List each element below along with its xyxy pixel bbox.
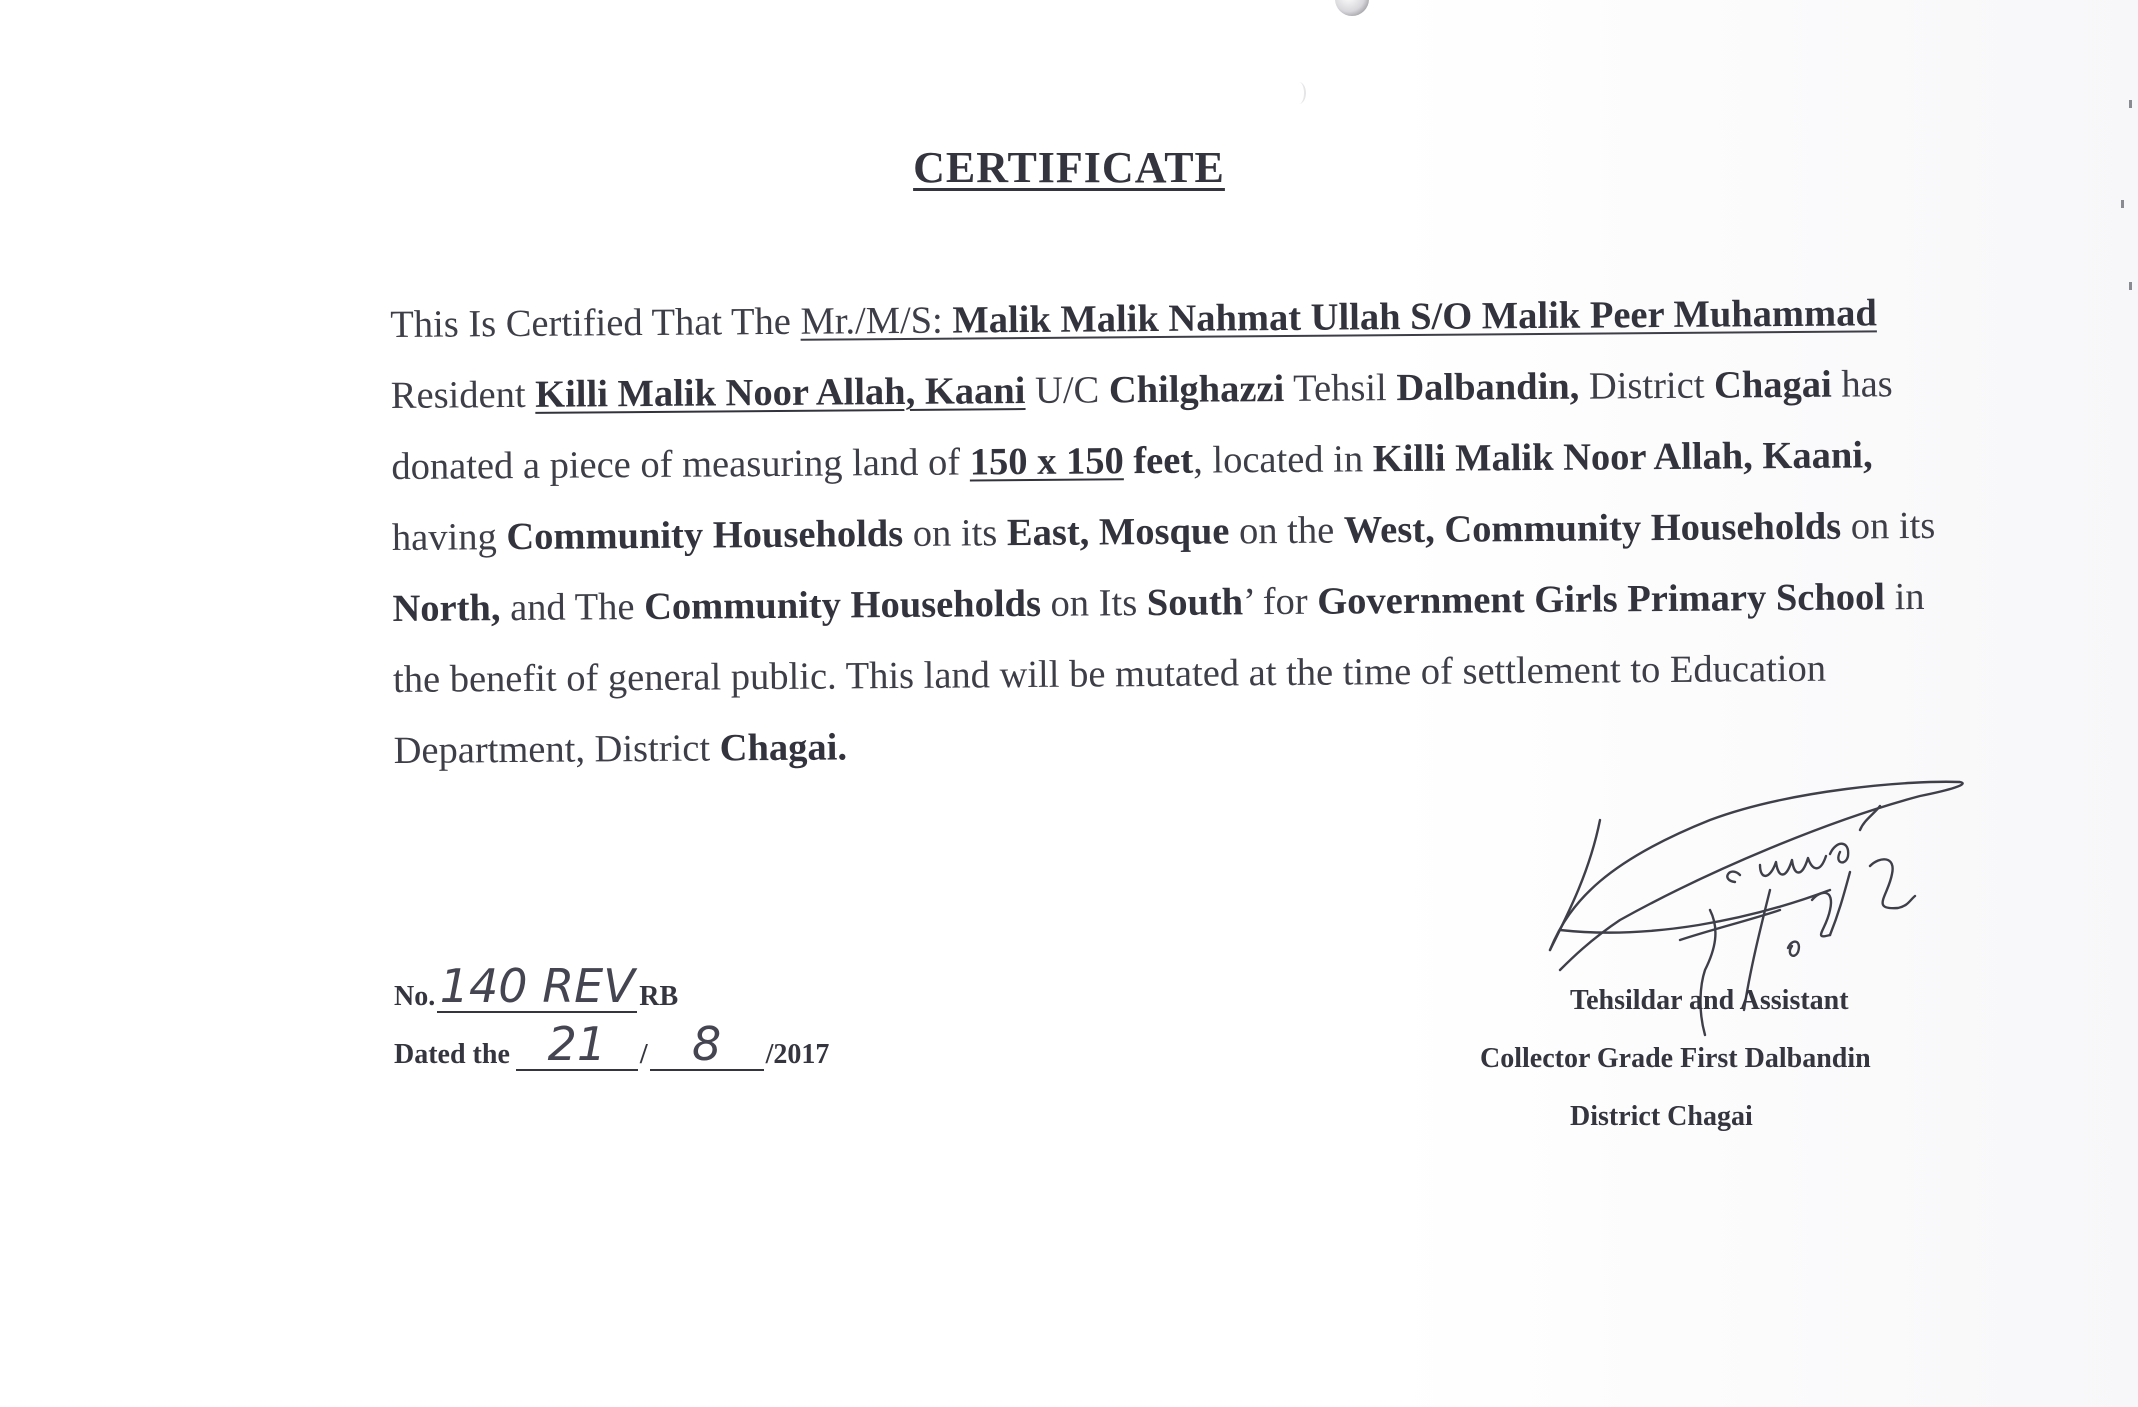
uc-label: U/C — [1025, 369, 1110, 413]
salutation: Mr./M/S: — [800, 299, 953, 343]
handwritten-number: 140 REV — [439, 959, 635, 1013]
tehsil-name: Dalbandin, — [1396, 365, 1580, 410]
east-boundary: East, Mosque — [1006, 510, 1230, 555]
intro-text: This Is Certified That The — [390, 300, 801, 346]
having-text: having — [391, 516, 507, 559]
south-neighbor: Community Households — [643, 582, 1042, 629]
number-suffix: RB — [639, 981, 679, 1012]
number-fill-line — [437, 959, 637, 1013]
reference-number-row — [394, 955, 829, 1013]
body-line-4 — [392, 490, 2013, 574]
year-text: /2017 — [765, 1039, 830, 1070]
resident-label: Resident — [390, 373, 536, 417]
uc-name: Chilghazzi — [1108, 367, 1285, 412]
on-its-text: on Its — [1040, 582, 1147, 625]
number-label: No. — [394, 981, 436, 1012]
east-neighbor: Community Households — [506, 512, 904, 559]
edge-speck — [2129, 100, 2132, 108]
dated-row — [394, 1013, 829, 1071]
body-line-1 — [390, 277, 2011, 361]
located-in-text: , located in — [1193, 438, 1373, 482]
tehsil-label: Tehsil — [1284, 367, 1397, 410]
date-separator: / — [639, 1039, 648, 1070]
on-its-text: on its — [1841, 504, 1936, 548]
district-label: District — [1579, 364, 1715, 408]
certificate-body — [390, 277, 2014, 787]
signatory-grade: Collector Grade First Dalbandin — [1480, 1043, 1871, 1074]
title-text: CERTIFICATE — [913, 143, 1225, 192]
body-line-2 — [391, 348, 2012, 432]
has-text: has — [1831, 363, 1893, 406]
land-location: Killi Malik Noor Allah, Kaani, — [1372, 434, 1873, 481]
district-name: Chagai — [1713, 363, 1832, 407]
north-boundary: North, — [392, 587, 501, 630]
school-name: Government Girls Primary School — [1317, 576, 1886, 623]
land-size: 150 x 150 — [969, 440, 1124, 484]
south-boundary: South — [1146, 581, 1244, 625]
punch-hole — [1335, 0, 1369, 16]
and-the-text: and The — [500, 586, 645, 630]
month-fill-line — [650, 1017, 764, 1071]
department-text: Department, District — [393, 727, 720, 772]
signatory-district: District Chagai — [1570, 1101, 1753, 1132]
district-final: Chagai. — [719, 726, 848, 770]
body-line-5 — [392, 561, 2013, 645]
for-text: ’ for — [1242, 580, 1318, 624]
feet-unit: feet — [1123, 439, 1194, 483]
west-boundary: West, Community Households — [1343, 505, 1842, 552]
handwritten-month: 8 — [692, 1017, 722, 1071]
body-line-3 — [391, 419, 2012, 503]
residence: Killi Malik Noor Allah, Kaani — [535, 370, 1026, 416]
dated-label: Dated the — [394, 1039, 510, 1070]
certificate-title — [0, 142, 2138, 193]
on-its-text: on its — [903, 512, 1008, 555]
reference-block — [394, 955, 829, 1071]
handwritten-day: 21 — [547, 1017, 607, 1071]
paper-mark — [1292, 82, 1306, 104]
body-line-6: the benefit of general public. This land will be mutated at the time of settlement to Education — [392, 647, 1827, 701]
day-fill-line — [516, 1017, 638, 1071]
on-the-text: on the — [1229, 509, 1345, 553]
signatory-title: Tehsildar and Assistant — [1570, 985, 1849, 1016]
donor-underline — [800, 292, 1877, 342]
edge-speck — [2129, 282, 2132, 290]
edge-speck — [2121, 200, 2124, 208]
donated-text: donated a piece of measuring land of — [391, 441, 970, 488]
donor-name: Malik Malik Nahmat Ullah S/O Malik Peer Muhammad — [952, 292, 1877, 342]
in-text: in — [1884, 575, 1925, 619]
